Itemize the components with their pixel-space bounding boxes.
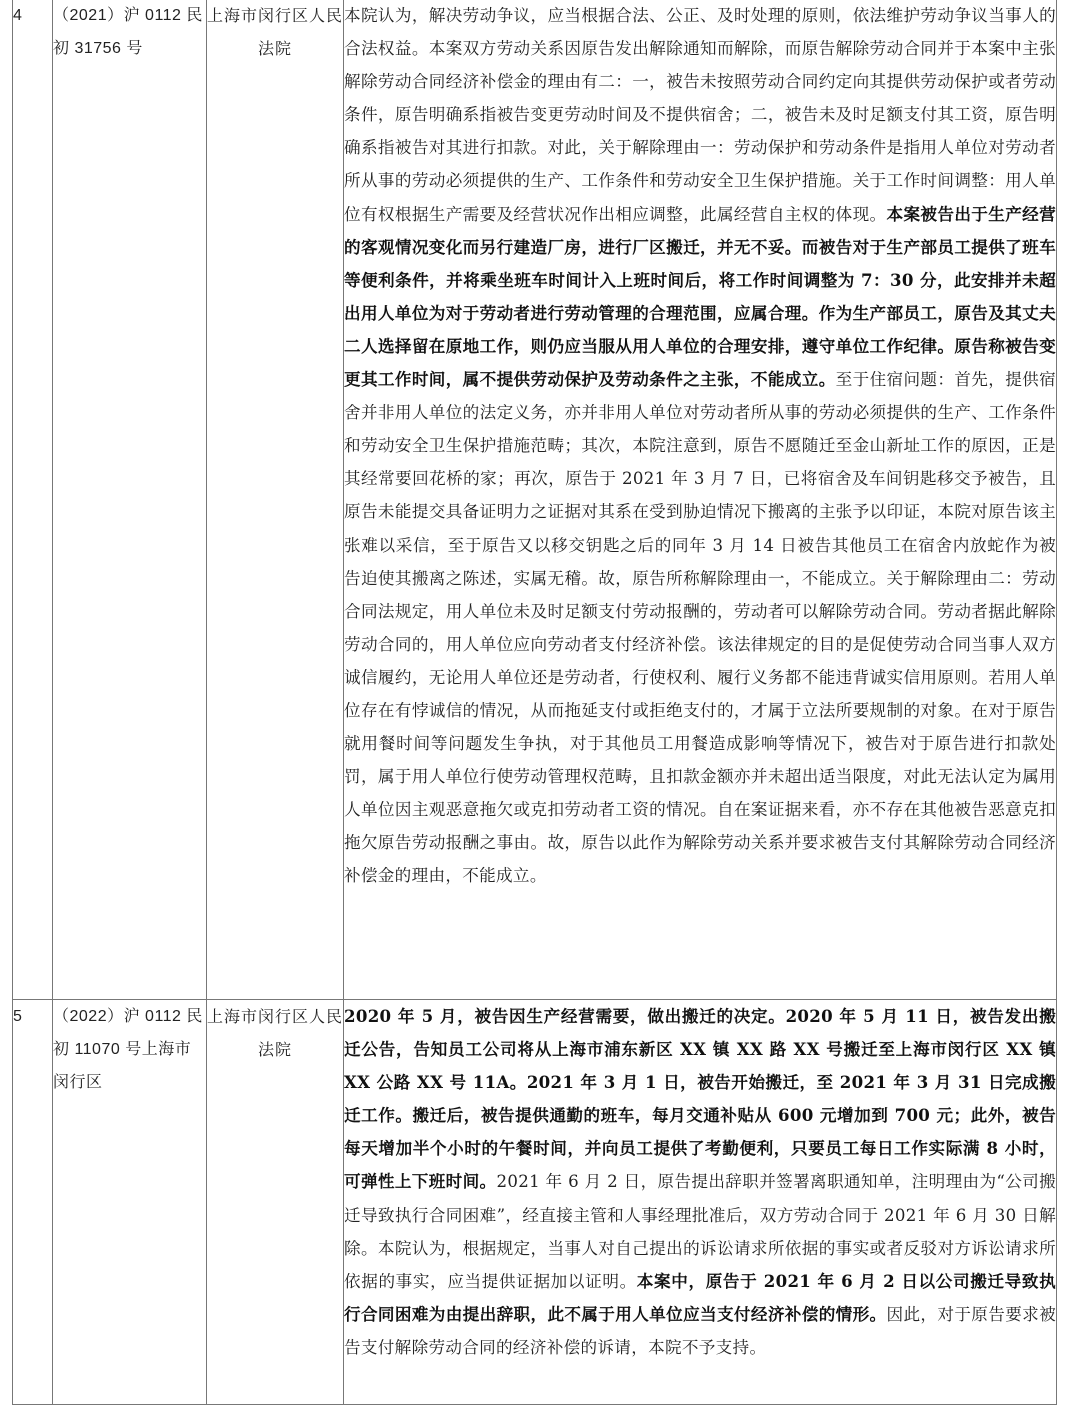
judgment-segment: 因此，对于原告要求被告支付解除劳动合同的经济补偿的诉请，本院不予支持。 [344,1304,1056,1357]
table-row [13,0,1057,1000]
court-name: 上海市闵行区人民法院 [207,0,344,1000]
case-table [12,0,1057,1405]
judgment-segment: 本院认为，解决劳动争议，应当根据合法、公正、及时处理的原则，依法维护劳动争议当事人的合法权益。本案双方劳动关系因原告发出解除通知而解除，而原告解除劳动合同并于本案中主张解除劳动合同经济补偿金的理由有二：一，被告未按照劳动合同约定向其提供劳动保护或者劳动条件，原告明确系指被告变更劳动时间及不提供宿舍；二，被告未及时足额支付其工资，原告明确系指被告对其进行扣款。对此，关于解除理由一：劳动保护和劳动条件是指用人单位对劳动者所从事的劳动必须提供的生产、工作条件和劳动安全卫生保护措施。关于工作时间调整：用人单位有权根据生产需要及经营状况作出相应调整，此属经营自主权的体现。 [344,6,1056,224]
judgment-segment-bold: 2020 年 5 月，被告因生产经营需要，做出搬迁的决定。2020 年 5 月 11 日，被告发出搬迁公告，告知员工公司将从上海市浦东新区 XX 镇 XX 路 XX 号搬迁至上海市闵行区 XX 镇 XX 公路 XX 号 11A。2021 年 3 月 1 日，被告开始搬迁，至 2021 年 3 月 31 日完成搬迁工作。搬迁后，被告提供通勤的班车，每月交通补贴从 600 元增加到 700 元；此外，被告每天增加半个小时的午餐时间，并向员工提供了考勤便利，只要员工每日工作实际满 8 小时，可弹性上下班时间。 [344,1006,1056,1192]
case-number: （2021）沪 0112 民初 31756 号 [53,0,207,1000]
row-number: 4 [13,0,53,1000]
judgment-text [344,0,1057,1000]
table-row [13,1000,1057,1405]
judgment-segment-bold: 本案中，原告于 2021 年 6 月 2 日以公司搬迁导致执行合同困难为由提出辞职，此不属于用人单位应当支付经济补偿的情形。 [344,1270,1056,1324]
row-number: 5 [13,1000,53,1405]
court-name: 上海市闵行区人民法院 [207,1000,344,1405]
judgment-segment-bold: 本案被告出于生产经营的客观情况变化而另行建造厂房，进行厂区搬迁，并无不妥。而被告对于生产部员工提供了班车等便利条件，并将乘坐班车时间计入上班时间后，将工作时间调整为 7：30 分，此安排并未超出用人单位为对于劳动者进行劳动管理的合理范围，应属合理。作为生产部员工，原告及其丈夫二人选择留在原地工作，则仍应当服从用人单位的合理安排，遵守单位工作纪律。原告称被告变更其工作时间，属不提供劳动保护及劳动条件之主张，不能成立。 [344,203,1056,390]
case-number: （2022）沪 0112 民初 11070 号上海市闵行区 [53,1000,207,1405]
judgment-text [344,1000,1057,1405]
judgment-segment: 至于住宿问题：首先，提供宿舍并非用人单位的法定义务，亦并非用人单位对劳动者所从事的劳动必须提供的生产、工作条件和劳动安全卫生保护措施范畴；其次，本院注意到，原告不愿随迁至金山新址工作的原因，正是其经常要回花桥的家；再次，原告于 2021 年 3 月 7 日，已将宿舍及车间钥匙移交予被告，且原告未能提交具备证明力之证据对其系在受到胁迫情况下搬离的主张予以印证，本院对原告该主张难以采信，至于原告又以移交钥匙之后的同年 3 月 14 日被告其他员工在宿舍内放蛇作为被告迫使其搬离之陈述，实属无稽。故，原告所称解除理由一，不能成立。关于解除理由二：劳动合同法规定，用人单位未及时足额支付劳动报酬的，劳动者可以解除劳动合同。劳动者据此解除劳动合同的，用人单位应向劳动者支付经济补偿。该法律规定的目的是促使劳动合同当事人双方诚信履约，无论用人单位还是劳动者，行使权利、履行义务都不能违背诚实信用原则。若用人单位存在有悖诚信的情况，从而拖延支付或拒绝支付的，才属于立法所要规制的对象。在对于原告就用餐时间等问题发生争执，对于其他员工用餐造成影响等情况下，被告对于原告进行扣款处罚，属于用人单位行使劳动管理权范畴，且扣款金额亦并未超出适当限度，对此无法认定为属用人单位因主观恶意拖欠或克扣劳动者工资的情况。自在案证据来看，亦不存在其他被告恶意克扣拖欠原告劳动报酬之事由。故，原告以此作为解除劳动关系并要求被告支付其解除劳动合同经济补偿金的理由，不能成立。 [344,370,1056,886]
judgment-segment: 2021 年 6 月 2 日，原告提出辞职并签署离职通知单，注明理由为“公司搬迁导致执行合同困难”，经直接主管和人事经理批准后，双方劳动合同于 2021 年 6 月 30 日解除。本院认为，根据规定，当事人对自己提出的诉讼请求所依据的事实或者反驳对方诉讼请求所依据的事实，应当提供证据加以证明。 [344,1172,1057,1291]
